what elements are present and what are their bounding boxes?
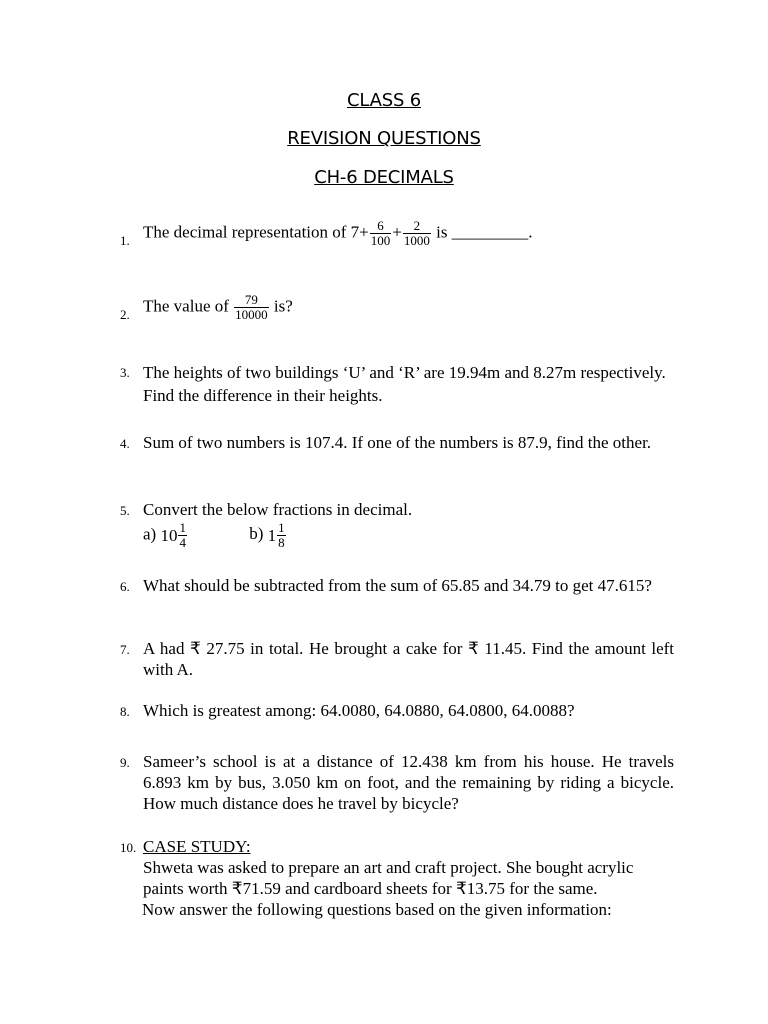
- question-number: 3.: [120, 365, 130, 380]
- option-a: [143, 521, 245, 550]
- question-text: A had ₹ 27.75 in total. He brought a cake for ₹ 11.45. Find the amount left with A.: [143, 639, 674, 679]
- question-number: 5.: [120, 503, 130, 518]
- fraction-numerator: 79: [244, 292, 258, 307]
- fraction: [370, 219, 392, 248]
- question-1: [120, 219, 680, 248]
- fraction-denominator: 10000: [235, 307, 268, 322]
- question-text: Sum of two numbers is 107.4. If one of the numbers is 87.9, find the other.: [143, 433, 652, 452]
- fraction: [234, 293, 269, 322]
- fraction-denominator: 4: [179, 535, 186, 550]
- revision-title: REVISION QUESTIONS: [287, 128, 481, 149]
- question-number: 4.: [120, 436, 130, 451]
- question-2: [120, 293, 680, 322]
- options-row: [143, 521, 674, 550]
- fraction: [403, 219, 431, 248]
- plus-sign: +: [392, 222, 402, 242]
- fraction-denominator: 1000: [403, 233, 430, 248]
- fraction-numerator: 1: [278, 520, 285, 535]
- case-study-heading: CASE STUDY:: [143, 837, 251, 856]
- fraction-numerator: 1: [179, 520, 186, 535]
- question-number: 10.: [120, 840, 137, 855]
- answer-blank: is _________.: [431, 222, 533, 242]
- question-prefix: The value of: [143, 296, 229, 316]
- option-label: a): [143, 524, 157, 544]
- question-number: 1.: [120, 233, 130, 248]
- fraction-numerator: 6: [377, 218, 384, 233]
- fraction-denominator: 8: [278, 535, 285, 550]
- question-7: [120, 638, 680, 680]
- question-5: [120, 499, 680, 550]
- question-10: [120, 836, 680, 920]
- question-prefix: The decimal representation of 7+: [143, 222, 369, 242]
- option-label: b): [249, 524, 264, 544]
- question-number: 8.: [120, 704, 130, 719]
- question-text: [143, 219, 674, 248]
- question-text: [143, 293, 674, 322]
- question-4: [120, 432, 680, 453]
- question-3: [120, 361, 680, 407]
- question-9: [120, 751, 680, 814]
- chapter-title: CH-6 DECIMALS: [314, 167, 454, 188]
- question-text: Sameer’s school is at a distance of 12.438 km from his house. He travels 6.893 km by bus, 3.050 km on foot, and the remaining by riding a bicycle. How much distance does he travel by bicycle?: [143, 752, 674, 813]
- question-number: 9.: [120, 755, 130, 770]
- fraction-denominator: 100: [370, 233, 391, 248]
- question-number: 7.: [120, 642, 130, 657]
- question-suffix: is?: [273, 296, 293, 316]
- question-text: The heights of two buildings ‘U’ and ‘R’ are 19.94m and 8.27m respectively. Find the difference in their heights.: [143, 363, 666, 405]
- fraction-numerator: 2: [413, 218, 421, 233]
- case-study-text: Shweta was asked to prepare an art and craft project. She bought acrylic paints worth ₹71.59 and cardboard sheets for ₹13.75 for the same.: [143, 858, 634, 898]
- mixed-whole: 10: [160, 526, 178, 545]
- question-text: What should be subtracted from the sum of 65.85 and 34.79 to get 47.615?: [143, 576, 652, 595]
- class-title: CLASS 6: [347, 90, 421, 111]
- option-b: [249, 520, 286, 550]
- question-number: 2.: [120, 307, 130, 322]
- question-6: [120, 575, 680, 596]
- question-instruction: Convert the below fractions in decimal.: [143, 500, 413, 519]
- question-text: [143, 836, 674, 920]
- fraction: [277, 521, 286, 550]
- question-text: [143, 499, 674, 550]
- mixed-whole: 1: [267, 526, 277, 545]
- question-text: Which is greatest among: 64.0080, 64.0880, 64.0800, 64.0088?: [143, 701, 575, 720]
- question-8: [120, 700, 680, 721]
- case-study-followup: Now answer the following questions based on the given information:: [142, 900, 612, 919]
- question-number: 6.: [120, 579, 130, 594]
- fraction: [178, 521, 187, 550]
